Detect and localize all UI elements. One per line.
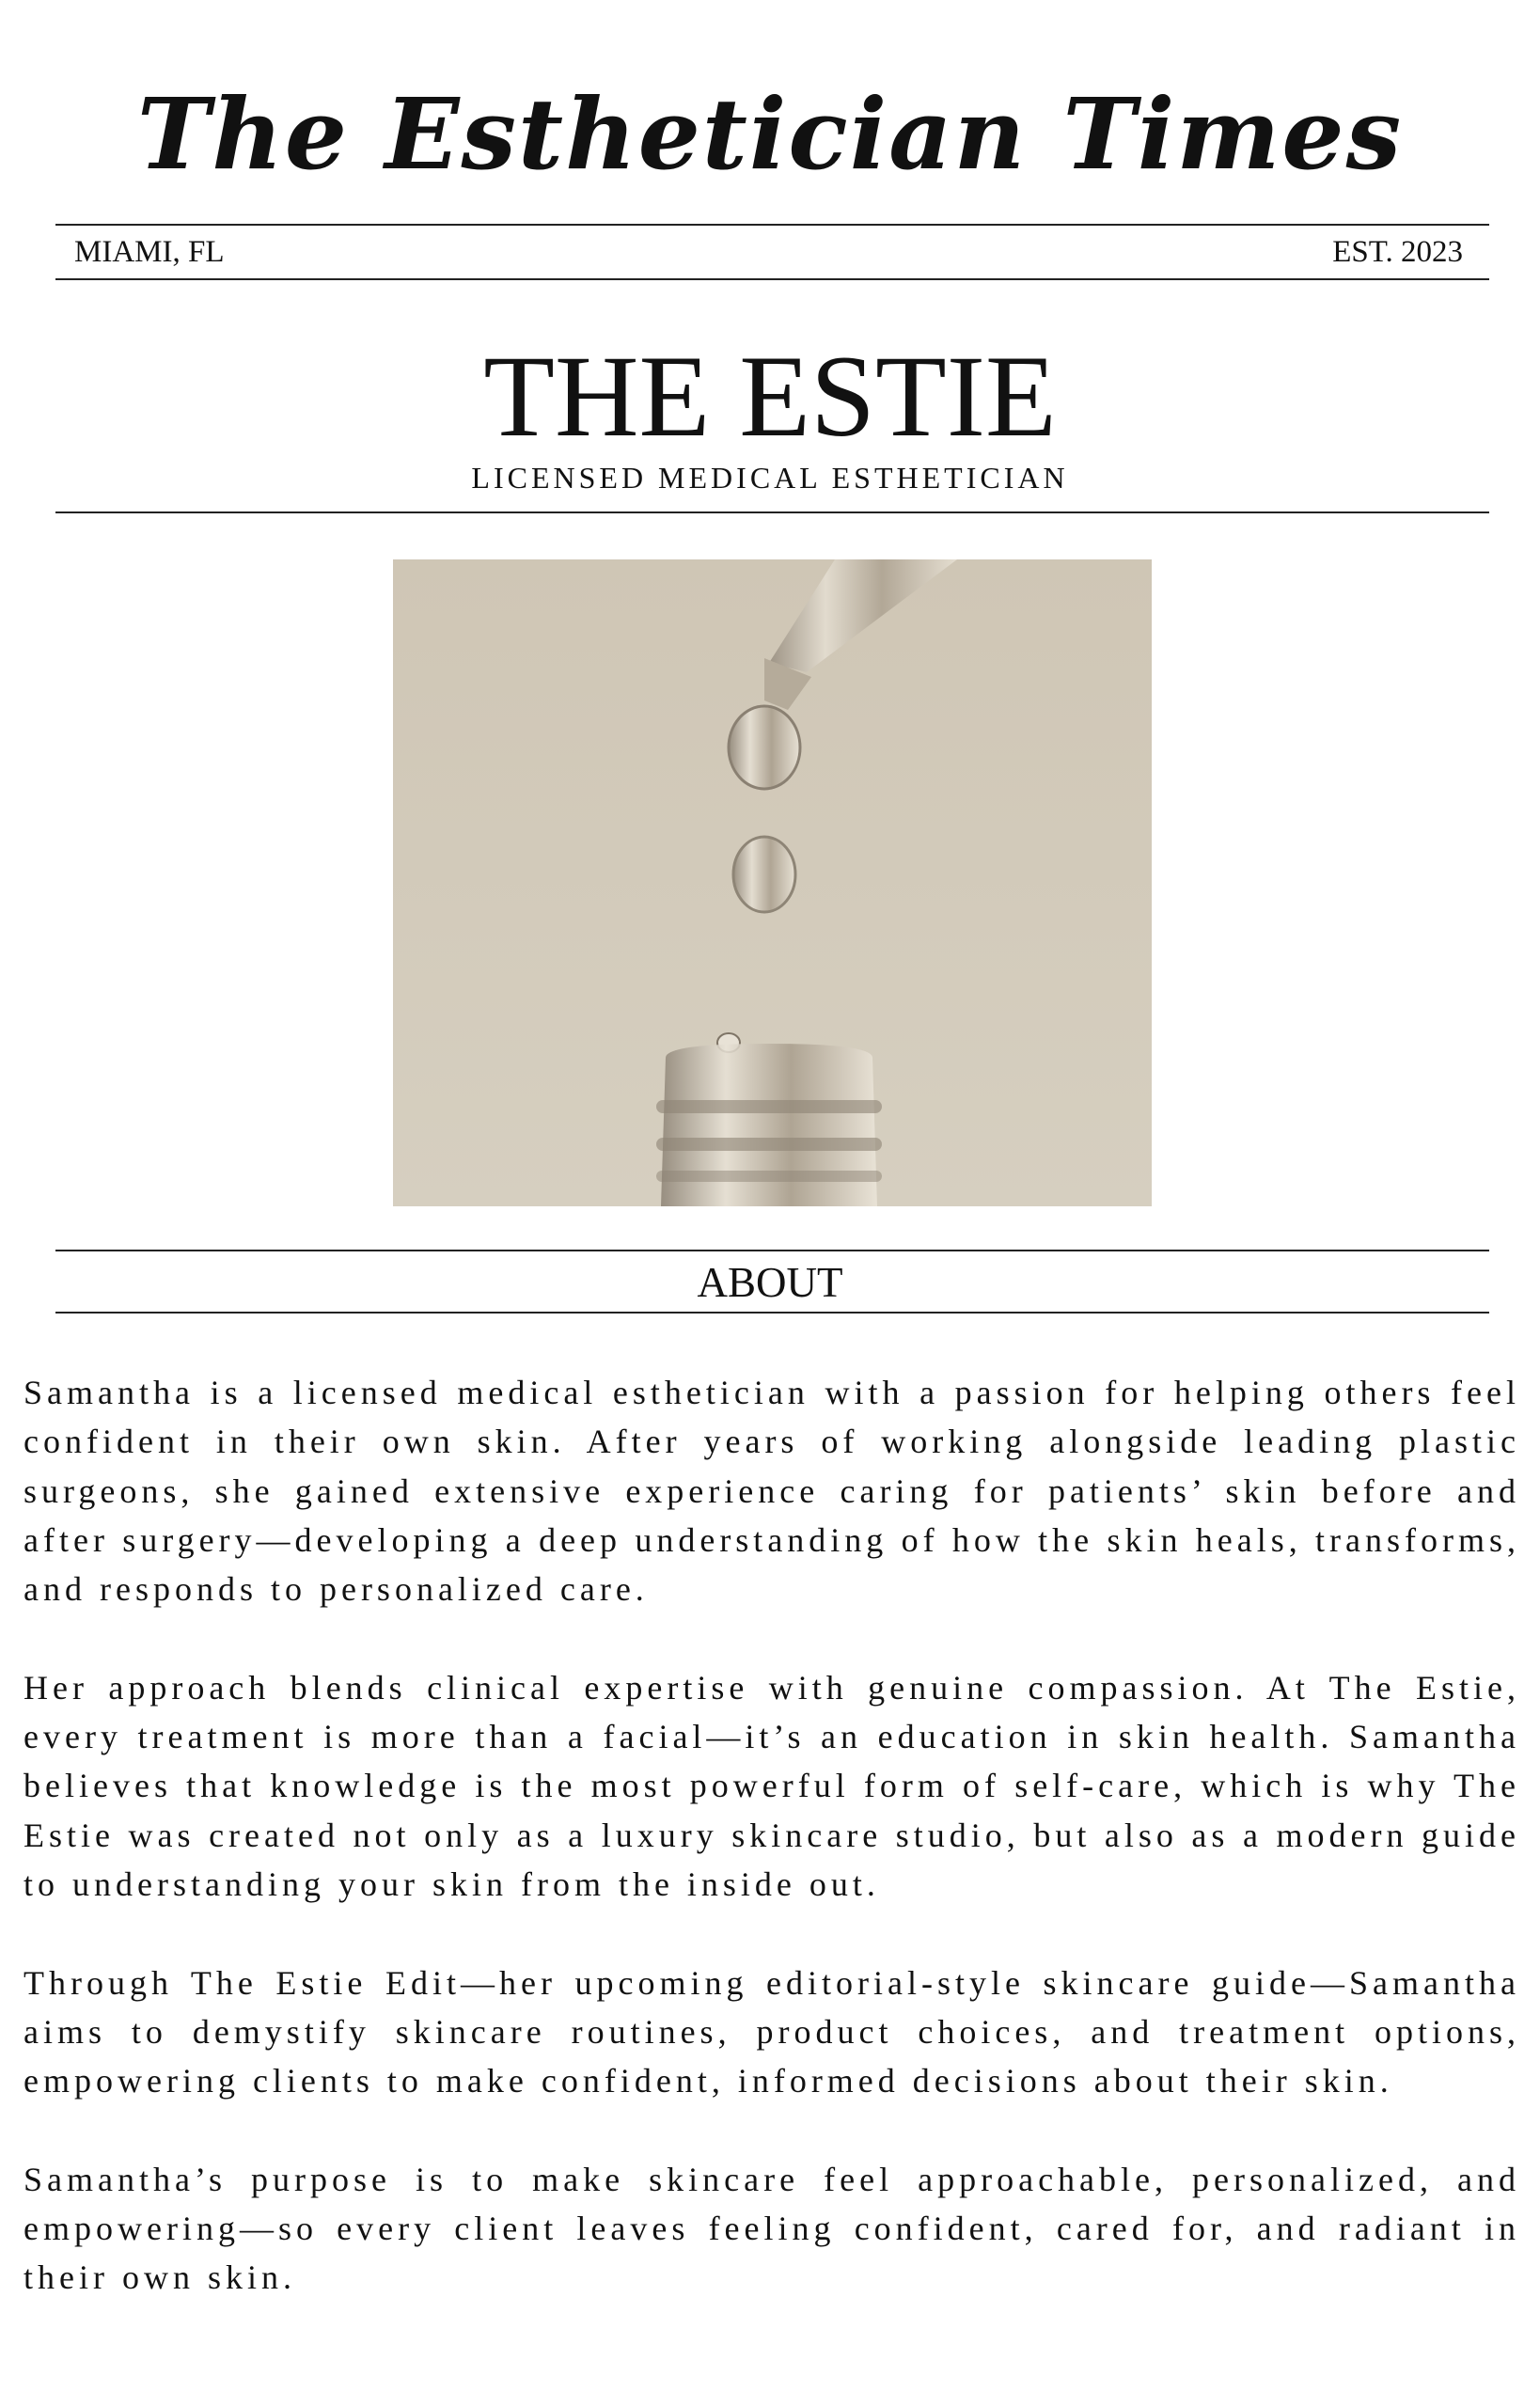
divider bbox=[55, 278, 1489, 280]
dateline bbox=[74, 233, 1463, 271]
about-paragraph: Samantha’s purpose is to make skincare feel approachable, personalized, and empowering—so every client leaves feeling confident, cared for, and radiant in their own skin. bbox=[24, 2160, 1520, 2297]
location: MIAMI, FL bbox=[74, 235, 225, 269]
divider bbox=[55, 511, 1489, 513]
divider bbox=[55, 1250, 1489, 1251]
divider bbox=[55, 224, 1489, 226]
about-paragraph: Through The Estie Edit—her upcoming editorial-style skincare guide—Samantha aims to demystify skincare routines, product choices, and treatment options, empowering clients to make confident, informed decisions about their skin. bbox=[24, 1963, 1520, 2100]
about-paragraph: Samantha is a licensed medical esthetician with a passion for helping others feel confident in their own skin. After years of working alongside leading plastic surgeons, she gained extensive experience caring for patients’ skin before and after surgery—developing a deep understanding of how the skin heals, transforms, and responds to personalized care. bbox=[24, 1374, 1520, 1609]
masthead-title: The Esthetician Times bbox=[136, 76, 1404, 192]
brand-name: THE ESTIE bbox=[483, 332, 1057, 461]
brand-tagline: LICENSED MEDICAL ESTHETICIAN bbox=[471, 461, 1069, 495]
serum-dropper-image bbox=[393, 559, 1152, 1206]
about-body bbox=[24, 1368, 1520, 2352]
divider bbox=[55, 1312, 1489, 1314]
section-heading-about: ABOUT bbox=[697, 1259, 843, 1306]
about-paragraph: Her approach blends clinical expertise with genuine compassion. At The Estie, every treatment is more than a facial—it’s an education in skin health. Samantha believes that knowledge is the most powerful form of self-care, which is why The Estie was created not only as a luxury skincare studio, but also as a modern guide to understanding your skin from the inside out. bbox=[24, 1668, 1520, 1903]
established: EST. 2023 bbox=[1332, 235, 1463, 269]
